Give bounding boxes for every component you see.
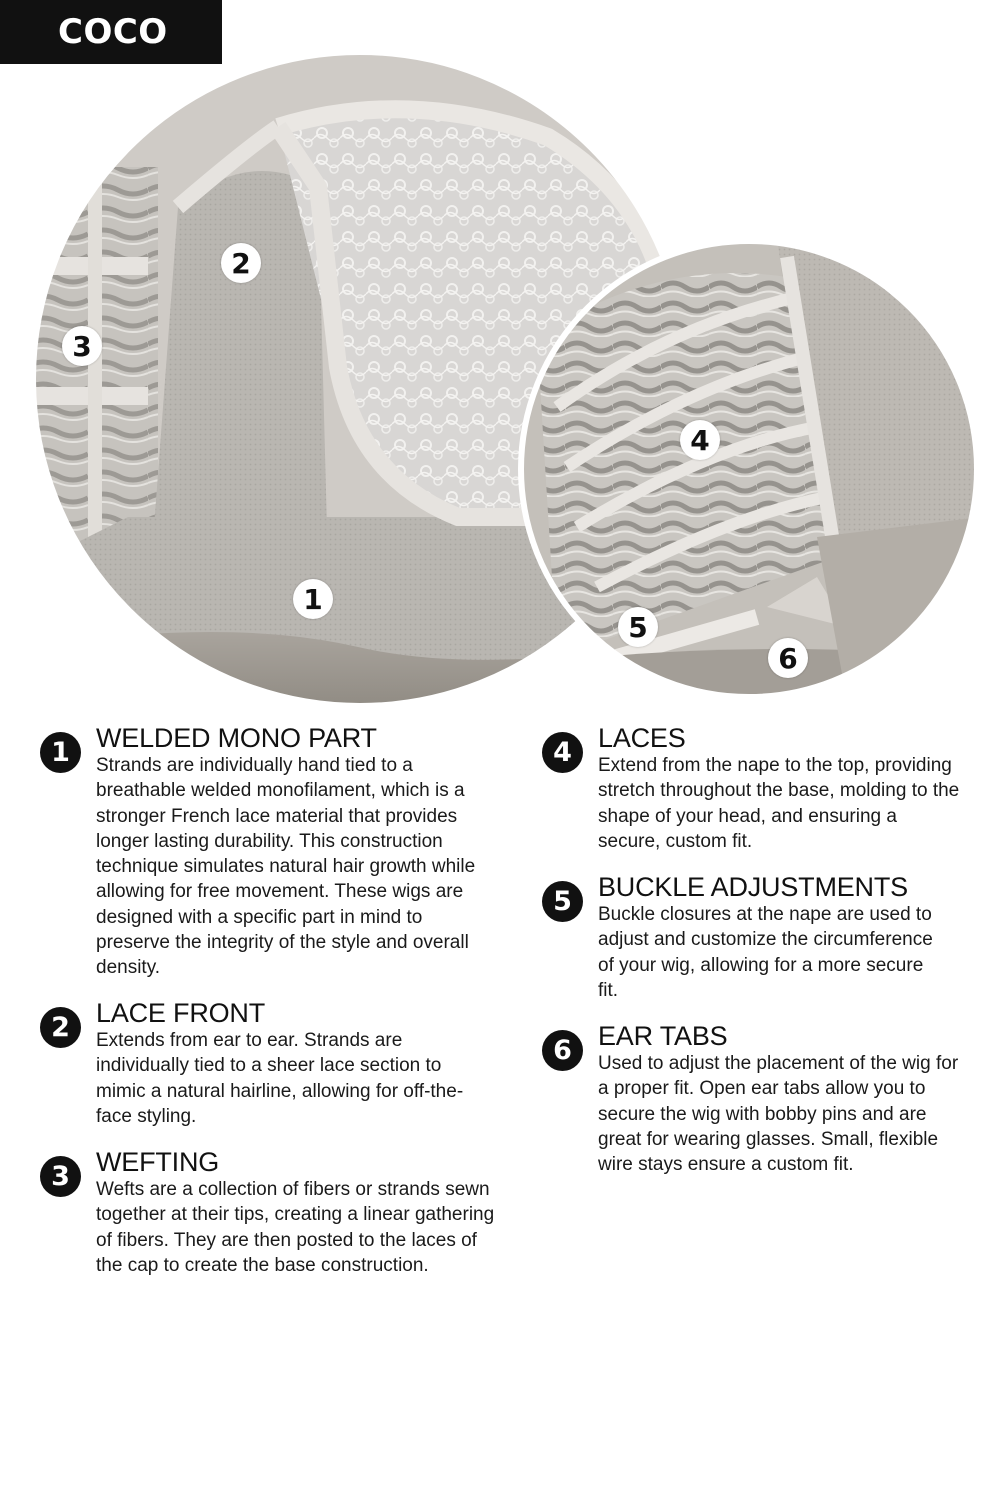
marker-3 bbox=[62, 326, 102, 366]
marker-1 bbox=[293, 579, 333, 619]
marker-6 bbox=[768, 638, 808, 678]
marker-5-label: 5 bbox=[628, 610, 648, 644]
feature-number-badge: 1 bbox=[40, 732, 81, 773]
feature-description: Wefts are a collection of fibers or strands sewn together at their tips, creating a linear gathering of fibers. They are then posted to the laces of the cap to create the base construction. bbox=[96, 1179, 495, 1276]
marker-4 bbox=[680, 420, 720, 460]
feature-number-badge: 6 bbox=[542, 1030, 583, 1071]
feature-wefting bbox=[51, 1147, 498, 1278]
feature-description: Extend from the nape to the top, providing stretch throughout the base, molding to the shape of your head, and ensuring a secure, custom fit. bbox=[598, 755, 960, 852]
marker-2-label: 2 bbox=[231, 246, 251, 280]
marker-5 bbox=[618, 607, 658, 647]
feature-description: Extends from ear to ear. Strands are individually tied to a sheer lace section to mimic a natural hairline, allowing for off-the-face styling. bbox=[96, 1030, 464, 1127]
feature-heading: LACES bbox=[598, 723, 686, 753]
feature-number-badge: 3 bbox=[40, 1156, 81, 1197]
feature-heading: BUCKLE ADJUSTMENTS bbox=[598, 872, 908, 902]
feature-heading: WEFTING bbox=[96, 1147, 220, 1177]
feature-description: Used to adjust the placement of the wig for a proper fit. Open ear tabs allow you to secure the wig with bobby pins and are great for wearing glasses. Small, flexible wire stays ensure a custom fit. bbox=[598, 1053, 959, 1176]
feature-number-badge: 5 bbox=[542, 881, 583, 922]
feature-ear-tabs bbox=[553, 1021, 960, 1177]
feature-description: Strands are individually hand tied to a breathable welded monofilament, which is a stronger French lace material that provides longer lasting durability. This construction technique simulates natural hair growth while allowing for free movement. These wigs are designed with a specific part in mind to preserve the integrity of the style and overall density. bbox=[96, 755, 476, 979]
feature-number-badge: 2 bbox=[40, 1007, 81, 1048]
wig-cap-back-photo bbox=[517, 237, 981, 701]
feature-laces bbox=[553, 723, 960, 854]
feature-welded-mono-part bbox=[51, 723, 476, 981]
feature-heading: LACE FRONT bbox=[96, 998, 266, 1028]
feature-buckle-adjustments bbox=[553, 872, 938, 1003]
marker-1-label: 1 bbox=[303, 582, 323, 616]
feature-description: Buckle closures at the nape are used to adjust and customize the circumference of your wig, allowing for a more secure fit. bbox=[598, 904, 933, 1001]
feature-number-badge: 4 bbox=[542, 732, 583, 773]
feature-heading: EAR TABS bbox=[598, 1021, 728, 1051]
marker-6-label: 6 bbox=[778, 641, 798, 675]
marker-3-label: 3 bbox=[72, 329, 92, 363]
feature-heading: WELDED MONO PART bbox=[96, 723, 377, 753]
marker-4-label: 4 bbox=[690, 423, 710, 457]
product-title: COCO bbox=[58, 12, 168, 52]
marker-2 bbox=[221, 243, 261, 283]
feature-lace-front bbox=[51, 998, 478, 1129]
